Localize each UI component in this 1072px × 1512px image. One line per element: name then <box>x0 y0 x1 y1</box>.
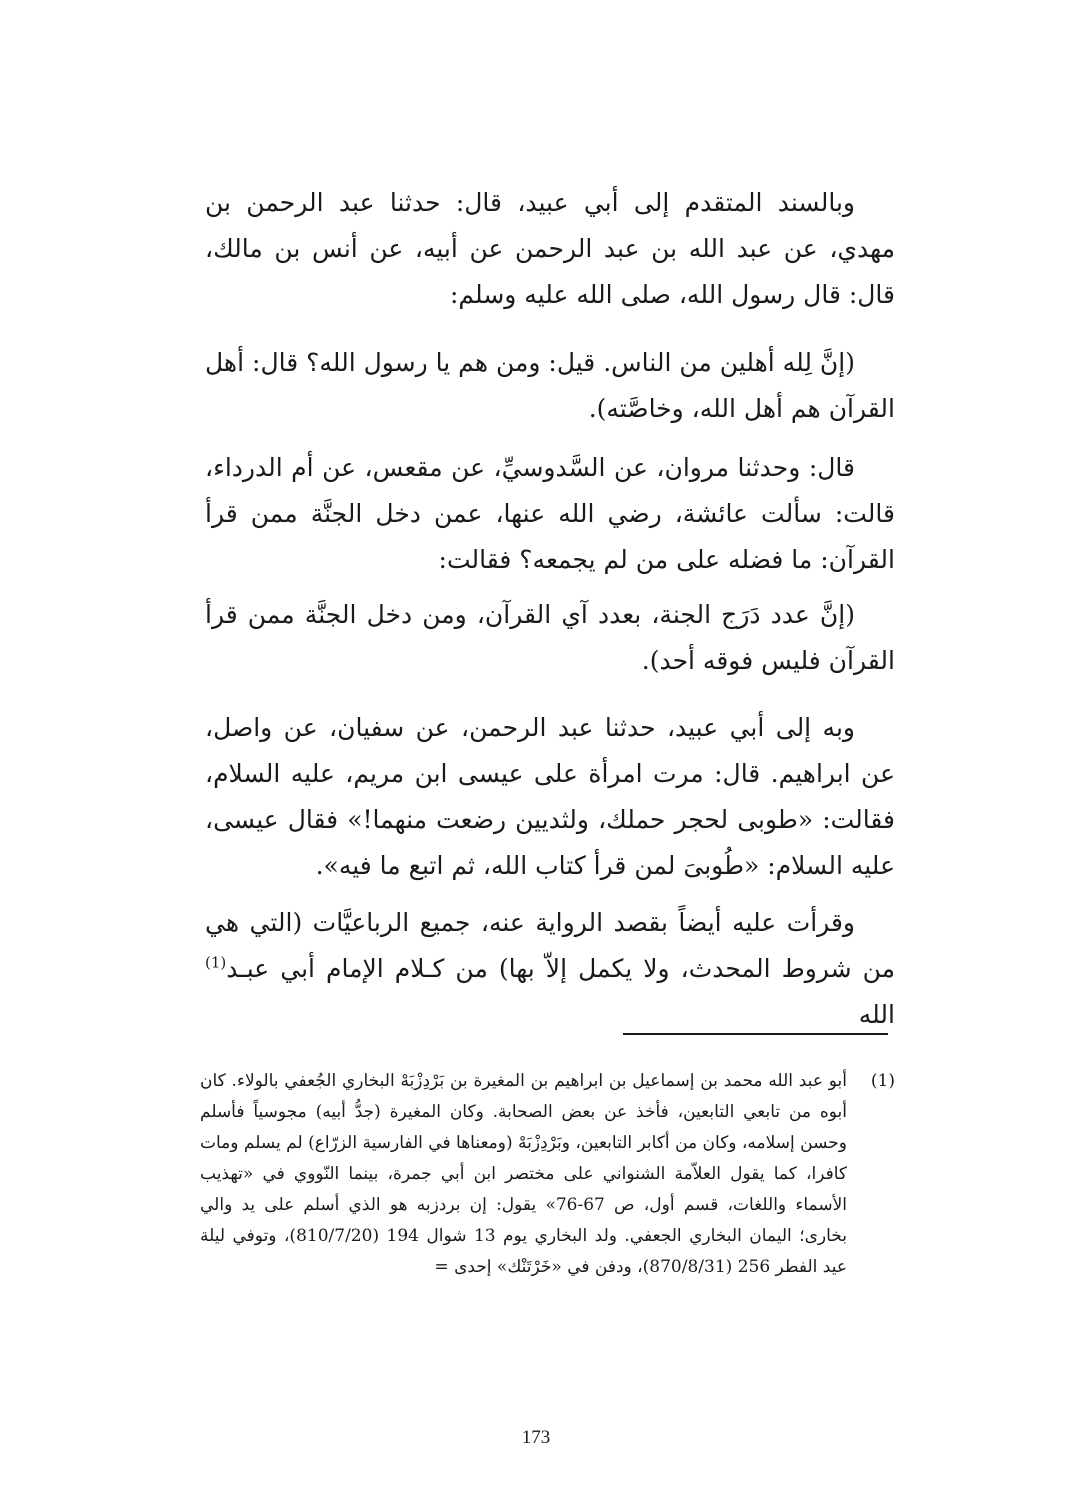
footnote-marker: (1) <box>870 1071 895 1091</box>
footnote <box>200 1066 895 1283</box>
footnote-reference: (1) <box>205 953 227 972</box>
page-number: 173 <box>521 1427 551 1448</box>
paragraph-1: وبالسند المتقدم إلى أبي عبيد، قال: حدثنا عبد الرحمن بن مهدي، عن عبد الله بن عبد الرحمن عن أبيه، عن أنس بن مالك، قال: قال رسول الله، صلى الله عليه وسلم: <box>205 188 895 309</box>
paragraph-3: قال: وحدثنا مروان، عن السَّدوسيِّ، عن مقعس، عن أم الدرداء، قالت: سألت عائشة، رضي الله عنها، عمن دخل الجنَّة ممن قرأ القرآن: ما فضله على من لم يجمعه؟ فقالت: <box>205 453 895 574</box>
paragraph-5: وبه إلى أبي عبيد، حدثنا عبد الرحمن، عن سفيان، عن واصل، عن ابراهيم. قال: مرت امرأة على عيسى ابن مريم، عليه السلام، فقالت: «طوبى لحجر حملك، ولثديين رضعت منهما!» فقال عيسى، عليه السلام: «طُوبىَ لمن قرأ كتاب الله، ثم اتبع ما فيه». <box>205 713 895 880</box>
footnote-text: أبو عبد الله محمد بن إسماعيل بن ابراهيم بن المغيرة بن بَرْدِزْبَهْ البخاري الجُعفي بالولاء. كان أبوه من تابعي التابعين، فأخذ عن بعض الصحابة. وكان المغيرة (جدُّ أبيه) مجوسياً فأسلم وحسن إسلامه، وكان من أكابر التابعين، وبَرْدِزْبَهْ (ومعناها في الفارسية الزرّاع) لم يسلم ومات كافرا، كما يقول العلاّمة الشنواني على مختصر ابن أبي جمرة، بينما النّووي في «تهذيب الأسماء واللغات، قسم أول، ص 67-76» يقول: إن بردزبه هو الذي أسلم على يد والي بخارى؛ اليمان البخاري الجعفي. ولد البخاري يوم 13 شوال 194 (810/7/20)، وتوفي ليلة عيد الفطر 256 (870/8/31)، ودفن في «خَرْتَنْك» إحدى = <box>200 1071 847 1277</box>
footnote-separator <box>623 1033 888 1035</box>
paragraph-6-text: وقرأت عليه أيضاً بقصد الرواية عنه، جميع الرباعيَّات (التي هي من شروط المحدث، ولا يكمل إلاّ بها) من كـلام الإمام أبي عبـد <box>205 908 895 983</box>
paragraph-6-text-end: الله <box>858 1000 895 1029</box>
paragraph-4-quote: (إنَّ عدد دَرَج الجنة، بعدد آي القرآن، ومن دخل الجنَّة ممن قرأ القرآن فليس فوقه أحد). <box>205 600 895 675</box>
paragraph-2-quote: (إنَّ لِله أهلين من الناس. قيل: ومن هم يا رسول الله؟ قال: أهل القرآن هم أهل الله، وخاصَّته). <box>205 348 895 423</box>
paragraph-6 <box>205 900 895 1038</box>
